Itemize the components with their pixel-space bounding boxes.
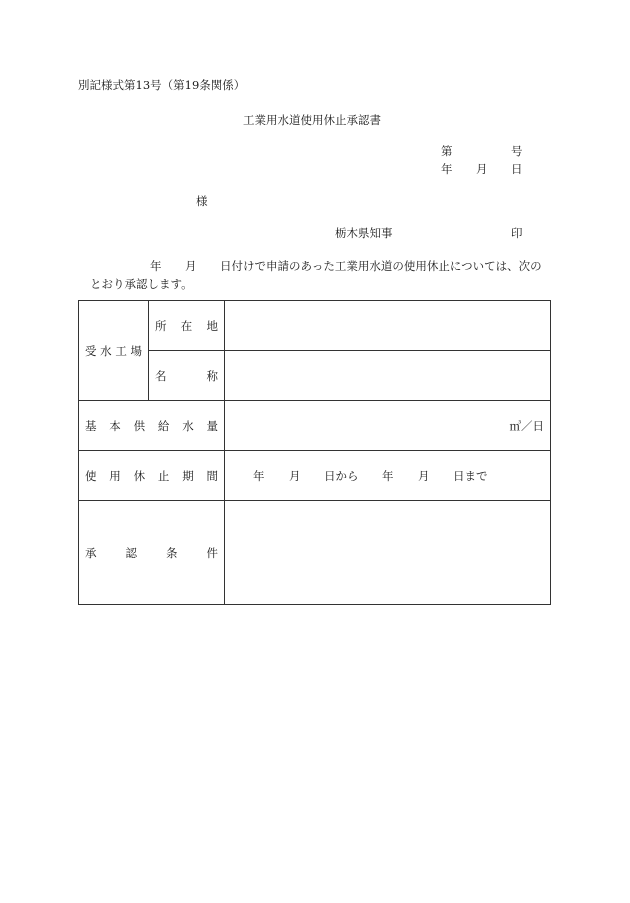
table-row (79, 501, 551, 605)
issue-date-year: 年 (441, 162, 453, 176)
period-end-day: 日まで (453, 468, 488, 483)
conditions-label: 承 認 条 件 (79, 501, 225, 605)
number-suffix: 号 (511, 144, 523, 158)
volume-unit: ㎥／日 (509, 418, 544, 433)
document-title: 工業用水道使用休止承認書 (243, 113, 381, 127)
body-text-line1: 日付けで申請のあった工業用水道の使用休止については、次の (220, 259, 542, 273)
body-date-year: 年 (150, 259, 162, 273)
period-end-month: 月 (418, 468, 430, 483)
conditions-value-cell[interactable] (225, 501, 551, 605)
addressee-suffix: 様 (196, 194, 208, 208)
body-text-line2: とおり承認します。 (90, 277, 193, 291)
seal-mark: 印 (511, 226, 523, 240)
period-end-year: 年 (382, 468, 394, 483)
issue-date-month: 月 (476, 162, 488, 176)
body-date-month: 月 (185, 259, 197, 273)
table-row (79, 401, 551, 451)
period-start-month: 月 (289, 468, 301, 483)
period-start-day: 日から (324, 468, 359, 483)
table-row (79, 451, 551, 501)
name-label: 名 称 (149, 351, 225, 401)
suspension-period-value-cell[interactable] (225, 451, 551, 501)
issuer-name: 栃木県知事 (335, 226, 393, 240)
approval-form-table (78, 300, 551, 605)
name-value-cell[interactable] (225, 351, 551, 401)
form-reference: 別記様式第13号（第19条関係） (78, 78, 246, 92)
number-prefix: 第 (441, 144, 453, 158)
base-supply-label: 基 本 供 給 水 量 (79, 401, 225, 451)
suspension-period-label: 使 用 休 止 期 間 (79, 451, 225, 501)
period-start-year: 年 (253, 468, 265, 483)
issue-date-day: 日 (511, 162, 523, 176)
location-value-cell[interactable] (225, 301, 551, 351)
receiving-plant-label: 受 水 工 場 (79, 301, 149, 401)
base-supply-value-cell[interactable] (225, 401, 551, 451)
location-label: 所 在 地 (149, 301, 225, 351)
table-row (79, 351, 551, 401)
table-row (79, 301, 551, 351)
